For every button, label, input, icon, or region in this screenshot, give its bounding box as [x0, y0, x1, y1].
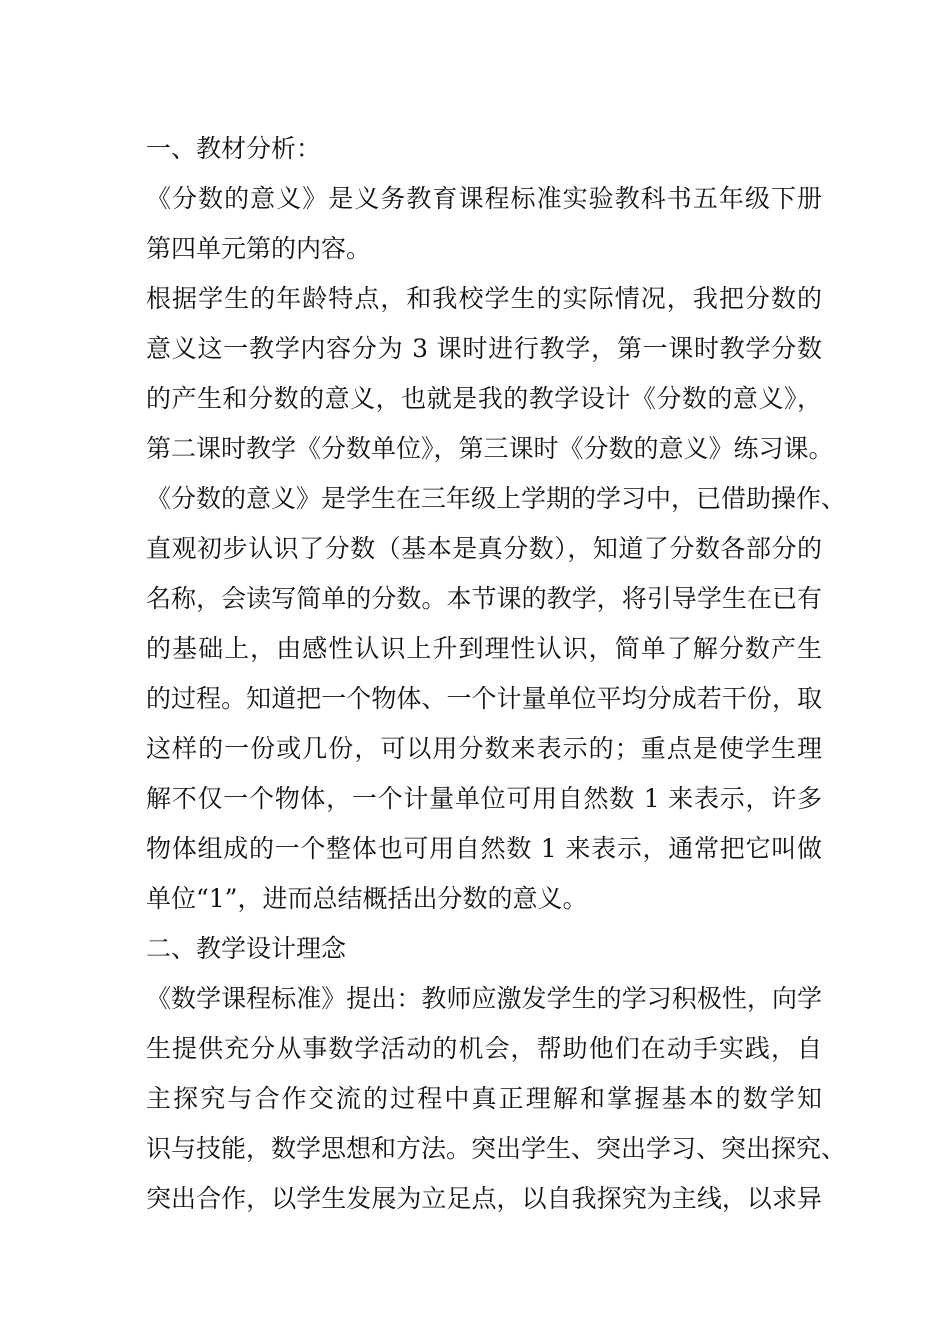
paragraph-line: 的产生和分数的意义，也就是我的教学设计《分数的意义》， [146, 384, 822, 413]
paragraph-line: 识与技能，数学思想和方法。突出学生、突出学习、突出探究、 [146, 1134, 847, 1163]
paragraph-line: 名称，会读写简单的分数。本节课的教学，将引导学生在已有 [146, 584, 822, 613]
paragraph-line: 这样的一份或几份，可以用分数来表示的；重点是使学生理 [146, 734, 822, 763]
paragraph-line: 第二课时教学《分数单位》，第三课时《分数的意义》练习课。 [146, 434, 834, 463]
paragraph-line: 单位“1”，进而总结概括出分数的意义。 [146, 884, 588, 913]
paragraph-line: 突出合作，以学生发展为立足点，以自我探究为主线，以求异 [146, 1184, 822, 1213]
section-heading-design-concept: 二、教学设计理念 [146, 934, 347, 963]
document-body [146, 124, 847, 1224]
paragraph-line: 第四单元第的内容。 [146, 234, 372, 263]
paragraph-line: 意义这一教学内容分为 3 课时进行教学，第一课时教学分数 [146, 334, 822, 363]
paragraph-line: 根据学生的年龄特点，和我校学生的实际情况，我把分数的 [146, 284, 822, 313]
paragraph-line: 的基础上，由感性认识上升到理性认识，简单了解分数产生 [146, 634, 822, 663]
paragraph-line: 的过程。知道把一个物体、一个计量单位平均分成若干份，取 [146, 684, 822, 713]
section-heading-textbook-analysis: 一、教材分析： [146, 134, 322, 163]
paragraph-line: 直观初步认识了分数（基本是真分数），知道了分数各部分的 [146, 534, 822, 563]
paragraph-line: 《分数的意义》是学生在三年级上学期的学习中，已借助操作、 [146, 484, 847, 513]
paragraph-line: 《数学课程标准》提出：教师应激发学生的学习积极性，向学 [146, 984, 822, 1013]
paragraph-line: 物体组成的一个整体也可用自然数 1 来表示，通常把它叫做 [146, 834, 822, 863]
paragraph-line: 解不仅一个物体，一个计量单位可用自然数 1 来表示，许多 [146, 784, 822, 813]
paragraph-line: 主探究与合作交流的过程中真正理解和掌握基本的数学知 [146, 1084, 822, 1113]
paragraph-line: 《分数的意义》是义务教育课程标准实验教科书五年级下册 [146, 184, 822, 213]
paragraph-line: 生提供充分从事数学活动的机会，帮助他们在动手实践，自 [146, 1034, 822, 1063]
